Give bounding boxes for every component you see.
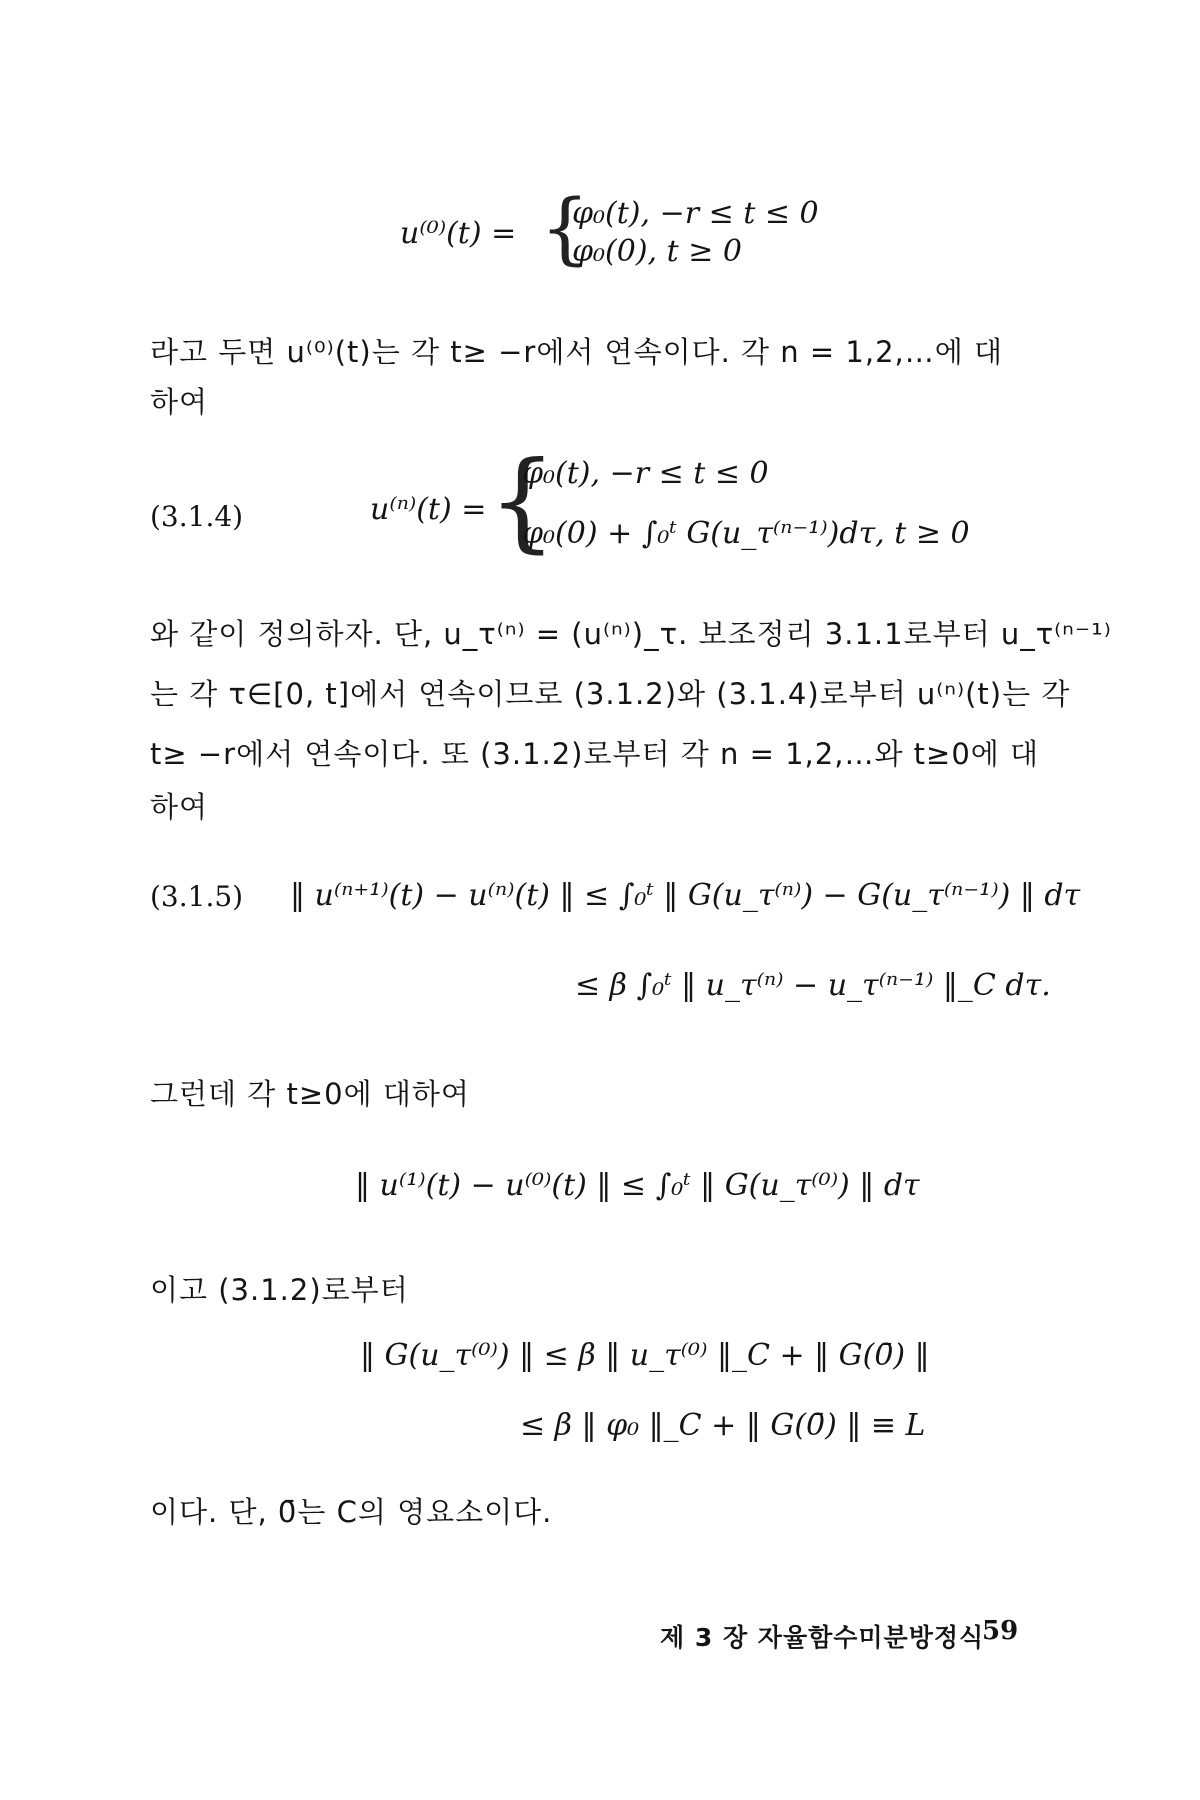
page-number: 59 — [982, 1616, 1019, 1646]
paragraph-2-line-1: 와 같이 정의하자. 단, u_τ⁽ⁿ⁾ = (u⁽ⁿ⁾)_τ. 보조정리 3.1.1로부터 u_τ⁽ⁿ⁻¹⁾ — [150, 617, 1112, 651]
left-brace-icon: { — [488, 439, 557, 564]
equation-G-bound-line-2: ≤ β ‖ φ₀ ‖_C + ‖ G(0̄) ‖ ≡ L — [520, 1408, 926, 1443]
equation-3-1-4-lhs: u⁽ⁿ⁾(t) = — [370, 492, 487, 527]
equation-u0 — [400, 184, 820, 276]
equation-number-3-1-4: (3.1.4) — [150, 500, 244, 533]
equation-u0-case1: φ₀(t), −r ≤ t ≤ 0 — [572, 196, 819, 231]
equation-G-bound-line-1: ‖ G(u_τ⁽⁰⁾) ‖ ≤ β ‖ u_τ⁽⁰⁾ ‖_C + ‖ G(0̄) ‖ — [360, 1338, 930, 1373]
equation-u1-bound: ‖ u⁽¹⁾(t) − u⁽⁰⁾(t) ‖ ≤ ∫₀ᵗ ‖ G(u_τ⁽⁰⁾) ‖ dτ — [355, 1168, 920, 1203]
paragraph-2-line-4: 하여 — [150, 790, 209, 824]
equation-number-3-1-5: (3.1.5) — [150, 880, 244, 913]
equation-3-1-4-case2: φ₀(0) + ∫₀ᵗ G(u_τ⁽ⁿ⁻¹⁾)dτ, t ≥ 0 — [522, 516, 970, 551]
left-brace-icon: { — [540, 184, 590, 274]
paragraph-2-line-3: t≥ −r에서 연속이다. 또 (3.1.2)로부터 각 n = 1,2,…와 t≥0에 대 — [150, 737, 1040, 771]
paragraph-1-line-1: 라고 두면 u⁽⁰⁾(t)는 각 t≥ −r에서 연속이다. 각 n = 1,2,…에 대 — [150, 335, 1003, 369]
running-footer-chapter: 제 3 장 자율함수미분방정식 — [660, 1623, 985, 1652]
equation-u0-case2: φ₀(0), t ≥ 0 — [572, 234, 742, 269]
equation-3-1-4 — [370, 439, 970, 566]
equation-3-1-5-line-1: ‖ u⁽ⁿ⁺¹⁾(t) − u⁽ⁿ⁾(t) ‖ ≤ ∫₀ᵗ ‖ G(u_τ⁽ⁿ⁾) − G(u_τ⁽ⁿ⁻¹⁾) ‖ dτ — [290, 878, 1081, 913]
equation-3-1-5-line-2: ≤ β ∫₀ᵗ ‖ u_τ⁽ⁿ⁾ − u_τ⁽ⁿ⁻¹⁾ ‖_C dτ. — [575, 968, 1051, 1003]
paragraph-3: 그런데 각 t≥0에 대하여 — [150, 1077, 470, 1111]
equation-3-1-4-case1: φ₀(t), −r ≤ t ≤ 0 — [522, 456, 769, 491]
paragraph-5: 이다. 단, 0̄는 C의 영요소이다. — [150, 1495, 553, 1529]
paragraph-1-line-2: 하여 — [150, 385, 209, 419]
paragraph-2-line-2: 는 각 τ∈[0, t]에서 연속이므로 (3.1.2)와 (3.1.4)로부터 u⁽ⁿ⁾(t)는 각 — [150, 677, 1071, 711]
equation-u0-lhs: u⁽⁰⁾(t) = — [400, 216, 517, 251]
paragraph-4: 이고 (3.1.2)로부터 — [150, 1273, 409, 1307]
